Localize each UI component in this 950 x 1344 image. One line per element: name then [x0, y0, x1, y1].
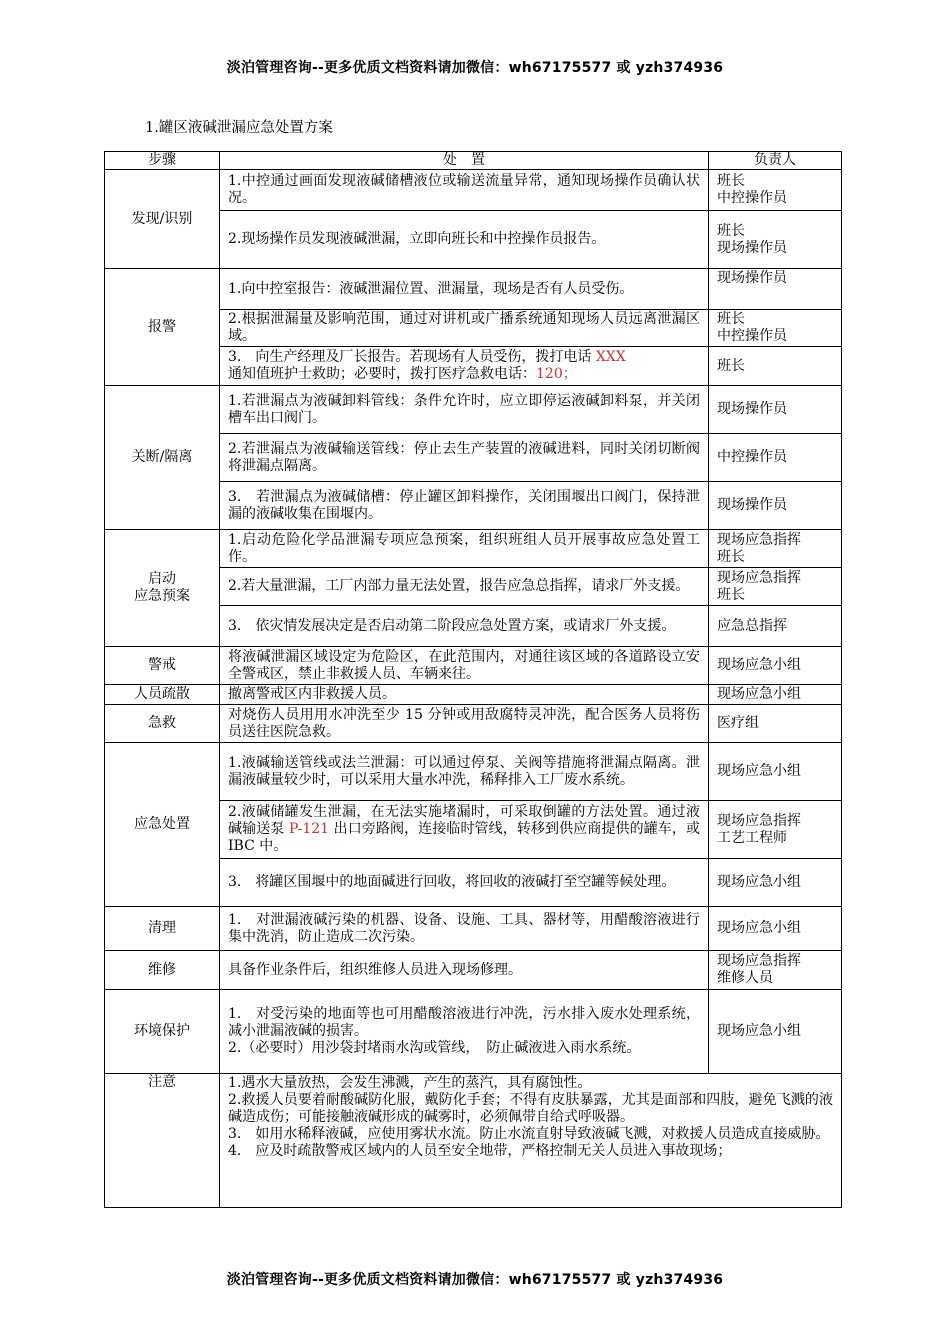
table-row: [105, 170, 842, 211]
owner-name: 工艺工程师: [717, 829, 787, 846]
action-cell: 将液碱泄漏区域设定为危险区，在此范围内，对通往该区域的各道路设立安全警戒区，禁止非救援人员、车辆来往。: [220, 647, 709, 685]
step-label: 启动: [148, 571, 176, 587]
owner-name: 班长: [717, 173, 745, 189]
owner-name: 中控操作员: [717, 190, 787, 206]
note-item: 4. 应及时疏散警戒区域内的人员至安全地带，严格控制无关人员进入事故现场；: [228, 1143, 732, 1159]
owner-name: 现场操作员: [717, 270, 787, 286]
owner-cell: [709, 211, 842, 269]
header-step: 步骤: [105, 152, 220, 170]
emergency-number: 120；: [536, 366, 577, 382]
step-guard: 警戒: [105, 647, 220, 685]
owner-name: 班长: [717, 222, 745, 239]
table-row: [105, 1074, 842, 1208]
owner-name: 现场操作员: [717, 401, 787, 417]
action-cell: 撤离警戒区内非救援人员。: [220, 685, 709, 705]
action-cell: [220, 801, 709, 859]
owner-cell: [709, 347, 842, 386]
owner-cell: 现场应急小组: [709, 685, 842, 705]
action-text: 出口旁路阀，连接临时管线，转移到供应商提供的罐车，或 IBC 中。: [228, 821, 700, 854]
owner-cell: [709, 951, 842, 990]
owner-name: 现场操作员: [717, 497, 787, 513]
table-row: [105, 951, 842, 990]
notes-cell: [220, 1074, 842, 1208]
note-item: 3. 如用水稀释液碱，应使用雾状水流。防止水流直射导致液碱飞溅，对救援人员造成直接威胁。: [228, 1126, 830, 1142]
step-alarm: 报警: [105, 269, 220, 386]
step-respond: 应急处置: [105, 743, 220, 907]
note-item: 2.救援人员要着耐酸碱防化服，戴防化手套；不得有皮肤暴露，尤其是面部和四肢，避免飞溅的液碱造成伤；可能接触液碱形成的碱雾时，必须佩带自给式呼吸器。: [228, 1092, 833, 1125]
table-header-row: [105, 152, 842, 170]
owner-cell: 现场应急小组: [709, 647, 842, 685]
phone-placeholder: XXX: [595, 349, 626, 365]
owner-name: 现场操作员: [717, 239, 787, 256]
owner-name: 中控操作员: [717, 328, 787, 344]
note-item: 1.遇水大量放热，会发生沸溅，产生的蒸汽，具有腐蚀性。: [228, 1075, 592, 1091]
table-row: [105, 647, 842, 685]
owner-cell: 医疗组: [709, 705, 842, 743]
action-cell: 对烧伤人员用用水冲洗至少 15 分钟或用敌腐特灵冲洗，配合医务人员将伤员送往医院急救。: [220, 705, 709, 743]
action-text: 1. 对受污染的地面等也可用醋酸溶液进行冲洗，污水排入废水处理系统，减小泄漏液碱的损害。: [228, 1006, 700, 1039]
document-title: 1.罐区液碱泄漏应急处置方案: [145, 120, 333, 136]
action-cell: 3. 依灾情发展决定是否启动第二阶段应急处置方案，或请求厂外支援。: [220, 606, 709, 647]
action-cell: 1.启动危险化学品泄漏专项应急预案，组织班组人员开展事故应急处置工作。: [220, 530, 709, 568]
step-label: 应急预案: [134, 588, 190, 604]
step-env: 环境保护: [105, 990, 220, 1074]
emergency-plan-table: [104, 151, 842, 1208]
step-isolate: 关断/隔离: [105, 386, 220, 530]
step-repair: 维修: [105, 951, 220, 990]
pump-tag: P-121: [288, 821, 330, 837]
owner-cell: [709, 859, 842, 907]
owner-name: 班长: [717, 586, 745, 603]
table-row: [105, 386, 842, 434]
owner-name: 现场应急指挥: [717, 812, 801, 829]
action-text: 3. 向生产经理及厂长报告。若现场有人员受伤，拨打电话: [228, 349, 596, 365]
action-cell: [220, 347, 709, 386]
owner-name: 班长: [717, 548, 745, 565]
owner-name: 维修人员: [717, 970, 773, 986]
owner-cell: [709, 434, 842, 482]
owner-name: 现场应急小组: [717, 763, 801, 779]
owner-cell: [709, 606, 842, 647]
owner-name: 中控操作员: [717, 449, 787, 465]
action-cell: 2.根据泄漏量及影响范围，通过对讲机或广播系统通知现场人员远离泄漏区域。: [220, 310, 709, 347]
step-aid: 急救: [105, 705, 220, 743]
action-cell: 1.液碱输送管线或法兰泄漏：可以通过停泵、关阀等措施将泄漏点隔离。泄漏液碱量较少时，可以采用大量水冲洗，稀释排入工厂废水系统。: [220, 743, 709, 801]
owner-cell: 现场应急小组: [709, 990, 842, 1074]
table-row: [105, 530, 842, 568]
action-cell: 1.向中控室报告：液碱泄漏位置、泄漏量，现场是否有人员受伤。: [220, 269, 709, 310]
header-owner: 负责人: [709, 152, 842, 170]
action-text: 2.液碱储罐发生泄漏，在无法实施堵漏时，可采取倒罐的方法处置。通过液碱输送泵: [228, 804, 700, 837]
owner-name: 现场应急指挥: [717, 531, 801, 548]
step-notes: 注意: [105, 1074, 220, 1208]
step-plan: [105, 530, 220, 647]
action-cell: 1.中控通过画面发现液碱储槽液位或输送流量异常，通知现场操作员确认状况。: [220, 170, 709, 211]
action-cell: 1. 对泄漏液碱污染的机器、设备、设施、工具、器材等，用醋酸溶液进行集中洗消，防止造成二次污染。: [220, 907, 709, 951]
owner-cell: [709, 386, 842, 434]
owner-name: 现场应急小组: [717, 874, 801, 890]
action-cell: 具备作业条件后，组织维修人员进入现场修理。: [220, 951, 709, 990]
owner-name: 应急总指挥: [717, 617, 787, 634]
action-text: 通知值班护士救助；必要时，拨打医疗急救电话：: [228, 366, 536, 382]
table-row: [105, 907, 842, 951]
owner-name: 现场应急指挥: [717, 569, 801, 586]
owner-cell: [709, 170, 842, 211]
table-row: [105, 685, 842, 705]
owner-cell: [709, 743, 842, 801]
table-row: [105, 705, 842, 743]
action-cell: 3. 若泄漏点为液碱储槽：停止罐区卸料操作，关闭围堰出口阀门，保持泄漏的液碱收集在围堰内。: [220, 482, 709, 530]
table-row: [105, 743, 842, 801]
table-row: [105, 269, 842, 310]
action-cell: 2.现场操作员发现液碱泄漏，立即向班长和中控操作员报告。: [220, 211, 709, 269]
action-cell: 2.若大量泄漏，工厂内部力量无法处置，报告应急总指挥，请求厂外支援。: [220, 568, 709, 606]
step-discover: 发现/识别: [105, 170, 220, 269]
owner-cell: 现场应急小组: [709, 907, 842, 951]
action-cell: [220, 990, 709, 1074]
page-footer: 淡泊管理咨询--更多优质文档资料请加微信：wh67175577 或 yzh374936: [226, 1272, 724, 1288]
step-evacuate: 人员疏散: [105, 685, 220, 705]
step-clean: 清理: [105, 907, 220, 951]
owner-cell: [709, 310, 842, 347]
owner-cell: [709, 269, 842, 310]
action-cell: 1.若泄漏点为液碱卸料管线：条件允许时，应立即停运液碱卸料泵，并关闭槽车出口阀门。: [220, 386, 709, 434]
page-header: 淡泊管理咨询--更多优质文档资料请加微信：wh67175577 或 yzh374936: [226, 60, 724, 76]
header-action: 处 置: [220, 152, 709, 170]
owner-name: 班长: [717, 357, 745, 374]
owner-name: 班长: [717, 311, 745, 327]
owner-cell: [709, 801, 842, 859]
table-row: [105, 990, 842, 1074]
action-text: 2.（必要时）用沙袋封堵雨水沟或管线， 防止碱液进入雨水系统。: [228, 1040, 641, 1056]
owner-name: 现场应急指挥: [717, 953, 801, 969]
owner-cell: [709, 568, 842, 606]
action-cell: 2.若泄漏点为液碱输送管线：停止去生产装置的液碱进料，同时关闭切断阀将泄漏点隔离。: [220, 434, 709, 482]
action-cell: 3. 将罐区围堰中的地面碱进行回收，将回收的液碱打至空罐等候处理。: [220, 859, 709, 907]
owner-cell: [709, 530, 842, 568]
owner-cell: [709, 482, 842, 530]
